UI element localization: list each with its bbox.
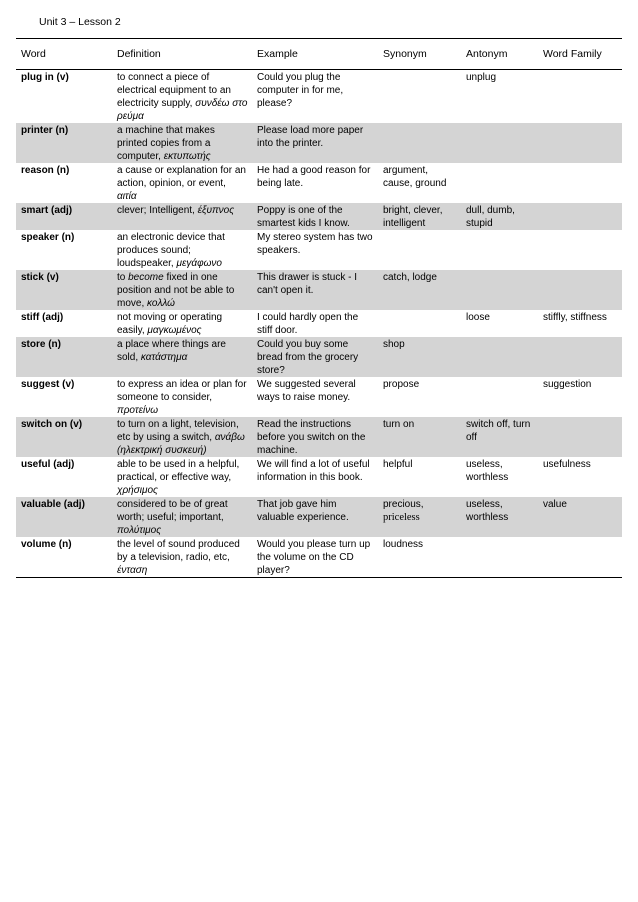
example-cell: Please load more paper into the printer.	[252, 123, 378, 163]
definition-cell	[112, 377, 252, 417]
word-family-cell	[538, 163, 622, 203]
word-cell: reason (n)	[21, 165, 70, 176]
table-row	[16, 123, 622, 163]
greek-translation: συνδέω στο ρεύμα	[117, 98, 248, 122]
definition-cell	[112, 70, 252, 124]
synonym-cell	[378, 310, 461, 337]
definition-text: fixed in one position and not be able to move,	[117, 272, 235, 309]
definition-cell	[112, 163, 252, 203]
vocabulary-table	[16, 38, 622, 578]
table-row	[16, 70, 622, 124]
definition-text: to express an idea or plan for someone to consider,	[117, 379, 247, 403]
synonym-cell: helpful	[383, 459, 413, 470]
synonym-cell: propose	[383, 379, 420, 390]
antonym-cell	[461, 537, 538, 578]
definition-text: an electronic device that produces sound; loudspeaker,	[117, 232, 225, 269]
table-row	[16, 417, 622, 457]
word-family-cell	[538, 203, 622, 230]
column-header-word-family: Word Family	[538, 39, 622, 70]
greek-translation: κατάστημα	[140, 352, 188, 363]
synonym-cell: turn on	[378, 417, 461, 457]
example-cell: Read the instructions before you switch on the machine.	[252, 417, 378, 457]
table-row	[16, 537, 622, 578]
example-cell: That job gave him valuable experience.	[252, 497, 378, 537]
table-row	[16, 457, 622, 497]
word-cell: switch on (v)	[16, 417, 112, 457]
word-family-cell	[538, 230, 622, 270]
definition-emphasis: become	[128, 272, 164, 283]
word-family-cell	[538, 123, 622, 163]
word-family-cell: stiffly, stiffness	[543, 312, 607, 323]
synonym-cell	[378, 123, 461, 163]
definition-prefix: to	[117, 272, 129, 283]
definition-text: a cause or explanation for an action, opinion, or event,	[117, 165, 246, 189]
antonym-cell: dull, dumb, stupid	[461, 203, 538, 230]
greek-translation: χρήσιμος	[117, 485, 158, 496]
antonym-cell: unplug	[466, 72, 497, 83]
definition-text: to connect a piece of electrical equipment to an electricity supply,	[117, 72, 231, 109]
antonym-cell	[461, 163, 538, 203]
definition-cell	[112, 537, 252, 578]
word-family-cell: value	[538, 497, 622, 537]
synonym-cell: catch, lodge	[378, 270, 461, 310]
column-header-synonym: Synonym	[378, 39, 461, 70]
definition-text: the level of sound produced by a television, radio, etc,	[117, 539, 240, 563]
word-family-cell	[538, 270, 622, 310]
definition-cell	[112, 270, 252, 310]
word-cell: plug in (v)	[21, 72, 69, 83]
example-cell: We suggested several ways to raise money.	[257, 379, 356, 403]
definition-cell	[112, 230, 252, 270]
example-cell: Could you plug the computer in for me, please?	[257, 72, 344, 109]
definition-text: a place where things are sold,	[117, 339, 226, 363]
greek-translation: πολύτιμος	[117, 525, 162, 536]
antonym-cell: useless, worthless	[461, 497, 538, 537]
synonym-text-serif: priceless	[383, 512, 420, 523]
table-row	[16, 270, 622, 310]
table-row	[16, 377, 622, 417]
antonym-cell	[461, 230, 538, 270]
word-family-cell: usefulness	[543, 459, 591, 470]
word-cell: smart (adj)	[16, 203, 112, 230]
definition-cell	[112, 123, 252, 163]
definition-text: to turn on a light, television, etc by using a switch,	[117, 419, 239, 443]
word-cell: suggest (v)	[21, 379, 75, 390]
antonym-cell	[461, 123, 538, 163]
synonym-cell	[378, 497, 461, 537]
greek-translation: ένταση	[117, 565, 148, 576]
word-cell: valuable (adj)	[16, 497, 112, 537]
table-row	[16, 497, 622, 537]
table-row	[16, 203, 622, 230]
word-cell: useful (adj)	[21, 459, 75, 470]
word-family-cell	[538, 70, 622, 124]
column-header-antonym: Antonym	[461, 39, 538, 70]
greek-translation: κολλώ	[147, 298, 175, 309]
greek-translation: αιτία	[117, 191, 137, 202]
word-family-cell	[538, 417, 622, 457]
column-header-definition: Definition	[112, 39, 252, 70]
greek-translation: προτείνω	[117, 405, 158, 416]
table-row	[16, 310, 622, 337]
word-cell: speaker (n)	[21, 232, 75, 243]
greek-translation: μεγάφωνο	[176, 258, 222, 269]
example-cell: I could hardly open the stiff door.	[257, 312, 359, 336]
definition-text: a machine that makes printed copies from a computer,	[117, 125, 215, 162]
antonym-cell: useless, worthless	[466, 459, 509, 483]
table-row	[16, 337, 622, 377]
example-cell: He had a good reason for being late.	[257, 165, 371, 189]
word-cell: volume (n)	[16, 537, 112, 578]
table-header-row	[16, 39, 622, 70]
word-cell: stick (v)	[16, 270, 112, 310]
word-family-cell	[538, 337, 622, 377]
definition-text: clever; Intelligent,	[117, 205, 198, 216]
example-cell: My stereo system has two speakers.	[257, 232, 373, 256]
word-family-cell	[538, 537, 622, 578]
antonym-cell	[461, 377, 538, 417]
synonym-cell	[378, 230, 461, 270]
unit-title: Unit 3 – Lesson 2	[39, 16, 121, 28]
synonym-cell: loudness	[378, 537, 461, 578]
word-cell: stiff (adj)	[21, 312, 64, 323]
antonym-cell: loose	[466, 312, 490, 323]
definition-cell	[112, 337, 252, 377]
antonym-cell	[461, 337, 538, 377]
definition-cell	[112, 310, 252, 337]
definition-text: able to be used in a helpful, practical, or effective way,	[117, 459, 240, 483]
definition-cell	[112, 417, 252, 457]
word-cell: store (n)	[16, 337, 112, 377]
synonym-cell: argument, cause, ground	[383, 165, 447, 189]
definition-cell	[112, 203, 252, 230]
definition-cell	[112, 497, 252, 537]
antonym-cell: switch off, turn off	[461, 417, 538, 457]
definition-text: considered to be of great worth; useful; important,	[117, 499, 228, 523]
greek-translation: έξυπνος	[197, 205, 235, 216]
definition-cell	[112, 457, 252, 497]
greek-translation: ανάβω (ηλεκτρική συσκευή)	[117, 432, 245, 456]
column-header-word: Word	[16, 39, 112, 70]
synonym-text: precious,	[383, 499, 424, 510]
synonym-cell: shop	[378, 337, 461, 377]
definition-text: not moving or operating easily,	[117, 312, 223, 336]
example-cell: We will find a lot of useful information in this book.	[257, 459, 370, 483]
table-row	[16, 163, 622, 203]
greek-translation: εκτυπωτής	[163, 151, 211, 162]
greek-translation: μαγκωμένος	[147, 325, 202, 336]
antonym-cell	[461, 270, 538, 310]
example-cell: This drawer is stuck - I can't open it.	[252, 270, 378, 310]
column-header-example: Example	[252, 39, 378, 70]
synonym-cell: bright, clever, intelligent	[378, 203, 461, 230]
synonym-cell	[378, 70, 461, 124]
word-cell: printer (n)	[16, 123, 112, 163]
example-cell: Could you buy some bread from the grocery store?	[252, 337, 378, 377]
example-cell: Would you please turn up the volume on the CD player?	[252, 537, 378, 578]
table-row	[16, 230, 622, 270]
example-cell: Poppy is one of the smartest kids I know.	[252, 203, 378, 230]
word-family-cell: suggestion	[543, 379, 592, 390]
